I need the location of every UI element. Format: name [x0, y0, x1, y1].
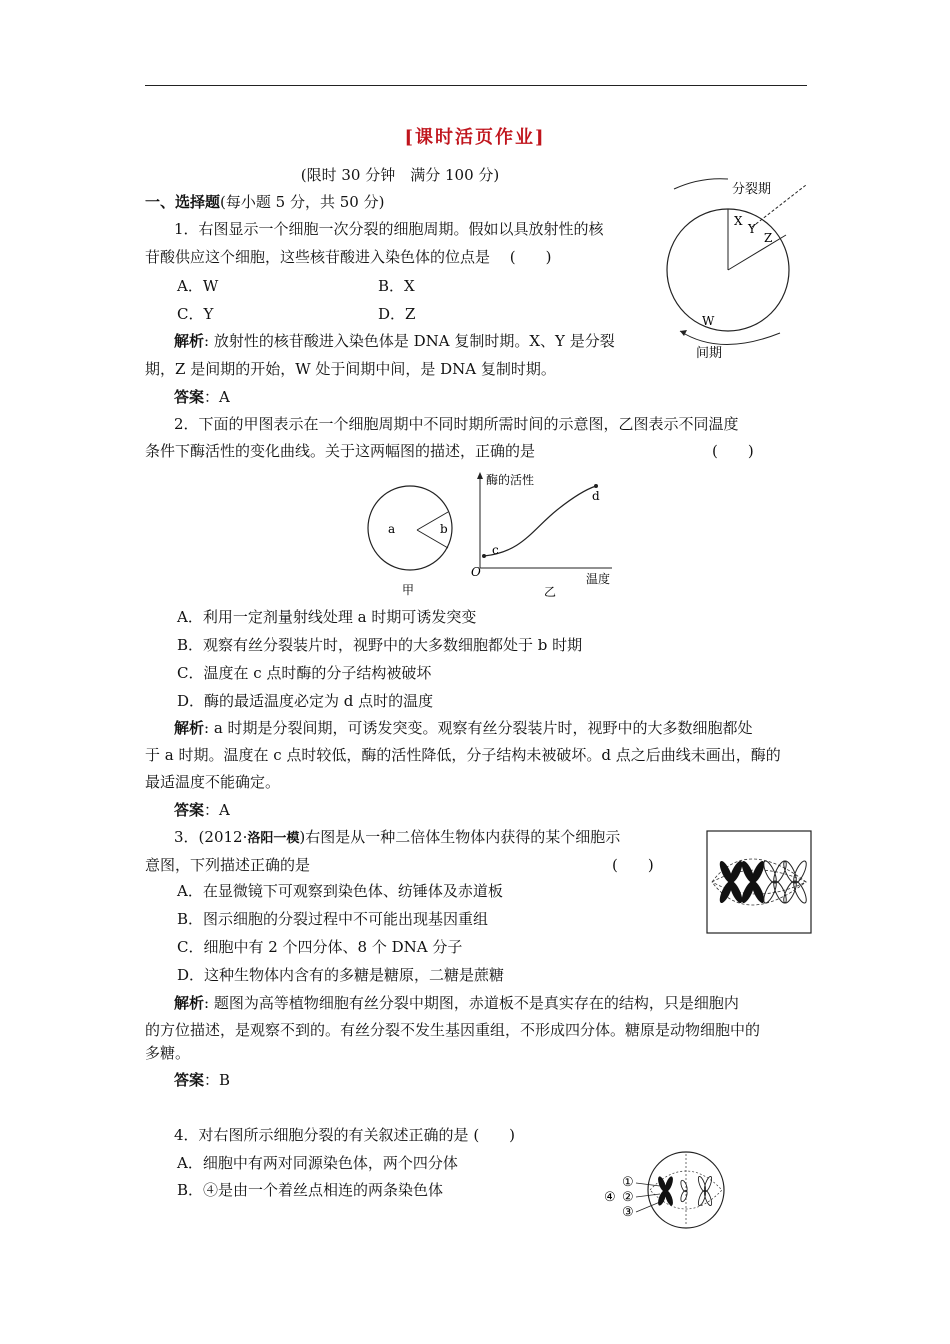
q1-stem-line2: 苷酸供应这个细胞，这些核苷酸进入染色体的位点是 ( )	[145, 248, 552, 266]
q2-option-b: B．观察有丝分裂装片时，视野中的大多数细胞都处于 b 时期	[177, 636, 583, 654]
yi-point-c	[482, 554, 486, 558]
radius-line-right	[728, 235, 786, 270]
label-y: Y	[748, 222, 756, 236]
yi-y-arrowhead	[477, 472, 483, 479]
q3-analysis-line3: 多糖。	[145, 1044, 191, 1062]
figure-jia	[368, 486, 452, 597]
section-note: (每小题 5 分，共 50 分)	[220, 193, 385, 211]
q1-option-c: C．Y	[177, 305, 214, 323]
q2-option-a: A．利用一定剂量射线处理 a 时期可诱发突变	[177, 608, 477, 626]
q3-analysis-line1	[174, 993, 739, 1013]
q1-analysis-line2: 期，Z 是间期的开始，W 处于间期中间，是 DNA 复制时期。	[145, 360, 556, 378]
page-title: [课时活页作业]	[404, 127, 546, 148]
q3-cell-figure	[706, 830, 814, 936]
yi-point-d	[594, 484, 598, 488]
q4-label-3: ③	[622, 1205, 634, 1220]
q4-stem: 4．对右图所示细胞分裂的有关叙述正确的是 ( )	[174, 1126, 516, 1144]
q3-stem-rest: )右图是从一种二倍体生物体内获得的某个细胞示	[299, 828, 621, 846]
interphase-arrowhead	[680, 330, 687, 336]
q4-dark-chromosome	[656, 1175, 674, 1206]
q1-option-b: B．X	[378, 277, 415, 295]
label-z: Z	[764, 231, 773, 245]
q3-dark-chromosomes	[717, 859, 766, 904]
q3-answer-value: ：B	[204, 1071, 231, 1089]
q2-analysis-text: : a 时期是分裂间期，可诱发突变。观察有丝分裂装片时，视野中的大多数细胞都处	[204, 719, 753, 737]
q1-answer	[174, 387, 230, 407]
yi-y-label: 酶的活性	[486, 473, 535, 487]
q3-stem-line1	[174, 827, 620, 849]
q3-stem-source: 洛阳一模	[247, 831, 300, 846]
interphase-arc-arrow	[680, 331, 780, 345]
label-x: X	[734, 214, 743, 228]
q2-option-d: D．酶的最适温度必定为 d 点时的温度	[177, 692, 434, 710]
q3-answer-paren: ( )	[612, 856, 654, 874]
q1-analysis-text: : 放射性的核苷酸进入染色体是 DNA 复制时期。X、Y 是分裂	[204, 332, 615, 350]
q4-label-2: ②	[622, 1190, 634, 1205]
q1-cell-cycle-figure	[660, 175, 820, 365]
yi-label-c: c	[492, 543, 499, 557]
jia-caption: 甲	[402, 583, 415, 597]
q2-answer-value: ：A	[204, 801, 230, 819]
figure-yi	[471, 472, 612, 599]
q3-option-d: D．这种生物体内含有的多糖是糖原，二糖是蔗糖	[177, 966, 505, 984]
yi-origin: O	[471, 565, 481, 579]
jia-label-b: b	[440, 522, 448, 536]
q1-stem-line1: 1．右图显示一个细胞一次分裂的细胞周期。假如以具放射性的核	[174, 220, 604, 238]
q1-answer-value: ：A	[204, 388, 230, 406]
jia-label-a: a	[388, 522, 396, 536]
q2-answer	[174, 800, 230, 820]
q4-label-1: ①	[622, 1175, 634, 1190]
q3-option-b: B．图示细胞的分裂过程中不可能出现基因重组	[177, 910, 489, 928]
q1-option-a: A．W	[177, 277, 219, 295]
q4-pointer-3	[636, 1202, 660, 1212]
q2-figures	[362, 468, 622, 603]
yi-enzyme-curve	[484, 486, 596, 556]
q3-answer-label: 答案	[174, 1071, 205, 1089]
division-arc-arrow	[674, 179, 728, 189]
q2-answer-paren: ( )	[712, 442, 754, 460]
q4-label-4: ④	[604, 1190, 616, 1205]
q2-analysis-line1	[174, 718, 753, 738]
q3-option-c: C．细胞中有 2 个四分体、8 个 DNA 分子	[177, 938, 463, 956]
q3-stem-line2: 意图，下列描述正确的是	[145, 856, 311, 874]
q2-stem-line2: 条件下酶活性的变化曲线。关于这两幅图的描述，正确的是	[145, 442, 536, 460]
label-interphase: 间期	[696, 346, 723, 361]
q3-light-chromosomes	[761, 859, 808, 904]
q2-analysis-label: 解析	[174, 719, 205, 737]
time-limit-note: (限时 30 分钟 满分 100 分)	[300, 166, 500, 184]
q3-stem-prefix: 3．(2012·	[174, 828, 248, 846]
q4-cell-figure	[600, 1150, 730, 1230]
q3-analysis-label: 解析	[174, 994, 205, 1012]
q3-option-a: A．在显微镜下可观察到染色体、纺锤体及赤道板	[177, 882, 503, 900]
q4-option-b: B．④是由一个着丝点相连的两条染色体	[177, 1181, 444, 1199]
q1-option-d: D．Z	[378, 305, 416, 323]
q3-answer	[174, 1070, 230, 1090]
header-rule	[145, 85, 807, 86]
q2-option-c: C．温度在 c 点时酶的分子结构被破坏	[177, 664, 432, 682]
q2-analysis-line2: 于 a 时期。温度在 c 点时较低，酶的活性降低，分子结构未被破坏。d 点之后曲线未画出，酶的	[145, 746, 781, 764]
q3-analysis-text: : 题图为高等植物细胞有丝分裂中期图，赤道板不是真实存在的结构，只是细胞内	[204, 994, 739, 1012]
yi-label-d: d	[592, 489, 600, 503]
q1-analysis-line1	[174, 331, 615, 351]
q2-analysis-line3: 最适温度不能确定。	[145, 773, 281, 791]
label-division-phase: 分裂期	[732, 182, 772, 197]
section-title: 一、选择题	[145, 193, 221, 211]
q2-stem-line1: 2．下面的甲图表示在一个细胞周期中不同时期所需时间的示意图，乙图表示不同温度	[174, 415, 739, 433]
q3-analysis-line2: 的方位描述，是观察不到的。有丝分裂不发生基因重组，不形成四分体。糖原是动物细胞中的	[145, 1021, 761, 1039]
q4-option-a: A．细胞中有两对同源染色体，两个四分体	[177, 1154, 458, 1172]
section-heading	[145, 192, 384, 212]
q1-analysis-label: 解析	[174, 332, 205, 350]
yi-caption: 乙	[544, 585, 557, 599]
q2-answer-label: 答案	[174, 801, 205, 819]
yi-x-label: 温度	[586, 572, 611, 586]
q1-answer-label: 答案	[174, 388, 205, 406]
label-w: W	[702, 314, 715, 328]
